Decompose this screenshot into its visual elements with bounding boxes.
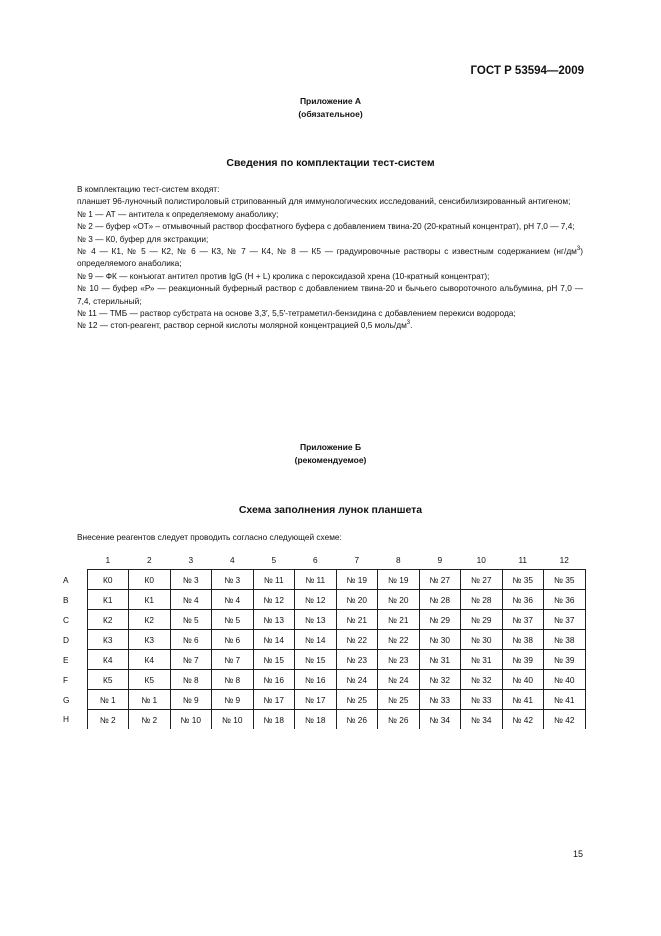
- appendix-b-label: Приложение Б: [299, 442, 362, 452]
- well-cell: № 28: [419, 590, 461, 610]
- well-cell: № 23: [378, 650, 420, 670]
- well-cell: № 14: [253, 630, 295, 650]
- column-header: 7: [354, 554, 360, 565]
- appendix-b-title: Схема заполнения лунок планшета: [238, 504, 423, 516]
- column-header: 4: [229, 554, 235, 565]
- paragraph: № 2 — буфер «ОТ» – отмывочный раствор фосфатного буфера с добавлением твина-20 (20-кратный концентрат), pH 7,0 — 7,4;: [77, 221, 575, 232]
- well-cell: № 26: [378, 710, 420, 730]
- well-cell: № 39: [502, 650, 544, 670]
- well-cell: № 8: [170, 670, 212, 690]
- well-cell: № 27: [419, 570, 461, 590]
- well-cell: № 36: [544, 590, 586, 610]
- well-cell: № 22: [378, 630, 420, 650]
- row-label: F: [63, 674, 69, 685]
- table-row: [58, 590, 585, 610]
- well-cell: № 5: [212, 610, 254, 630]
- paragraph-text: ) определяемого анаболика;: [77, 246, 583, 269]
- table-row: [58, 570, 585, 590]
- well-cell: № 32: [419, 670, 461, 690]
- well-cell: № 10: [170, 710, 212, 730]
- column-header: 6: [312, 554, 318, 565]
- page-number: 15: [572, 849, 583, 859]
- well-cell: № 19: [336, 570, 378, 590]
- well-cell: № 6: [170, 630, 212, 650]
- paragraph: [77, 319, 583, 331]
- appendix-a-status: (обязательное): [298, 109, 363, 119]
- well-cell: № 36: [502, 590, 544, 610]
- well-cell: № 17: [253, 690, 295, 710]
- row-label: A: [63, 574, 69, 585]
- well-cell: № 33: [461, 690, 503, 710]
- corner-cell: [58, 550, 87, 570]
- appendix-b-status: (рекомендуемое): [294, 455, 367, 465]
- superscript: 3: [576, 246, 581, 253]
- well-cell: № 20: [336, 590, 378, 610]
- well-cell: № 38: [544, 630, 586, 650]
- column-header: 1: [105, 554, 111, 565]
- well-cell: № 35: [502, 570, 544, 590]
- well-cell: № 15: [295, 650, 337, 670]
- paragraph: № 1 — АТ — антитела к определяемому анаболику;: [77, 208, 279, 219]
- well-cell: № 1: [87, 690, 129, 710]
- well-cell: № 18: [253, 710, 295, 730]
- paragraph: № 11 — ТМБ — раствор субстрата на основе 3,3′, 5,5′-тетраметил-бензидина с добавлением перекиси водорода;: [77, 308, 516, 319]
- well-cell: № 7: [212, 650, 254, 670]
- table-row: [58, 690, 585, 710]
- well-cell: № 38: [502, 630, 544, 650]
- well-cell: К4: [129, 650, 171, 670]
- scheme-intro: Внесение реагентов следует проводить согласно следующей схеме:: [77, 532, 342, 542]
- scheme-body: [58, 570, 585, 730]
- well-cell: № 24: [378, 670, 420, 690]
- column-header: 11: [518, 554, 528, 565]
- well-cell: № 16: [295, 670, 337, 690]
- well-cell: № 9: [170, 690, 212, 710]
- paragraph: № 3 — К0, буфер для экстракции;: [77, 233, 209, 244]
- well-cell: № 33: [419, 690, 461, 710]
- table-row: [58, 610, 585, 630]
- column-header: 12: [559, 554, 569, 565]
- well-cell: № 37: [502, 610, 544, 630]
- well-cell: № 7: [170, 650, 212, 670]
- row-label: B: [63, 594, 69, 605]
- well-cell: № 31: [419, 650, 461, 670]
- well-cell: № 3: [170, 570, 212, 590]
- well-cell: № 30: [419, 630, 461, 650]
- well-cell: № 23: [336, 650, 378, 670]
- well-cell: № 11: [295, 570, 337, 590]
- column-header: 2: [146, 554, 152, 565]
- column-header: 8: [395, 554, 401, 565]
- well-cell: № 4: [170, 590, 212, 610]
- well-cell: К3: [129, 630, 171, 650]
- well-cell: № 1: [129, 690, 171, 710]
- paragraph-text: .: [410, 320, 413, 331]
- plate-scheme-table: [58, 550, 586, 729]
- well-cell: № 34: [419, 710, 461, 730]
- well-cell: К1: [87, 590, 129, 610]
- well-cell: № 25: [336, 690, 378, 710]
- column-header: 3: [188, 554, 194, 565]
- row-label: G: [63, 694, 70, 705]
- row-label: E: [63, 654, 69, 665]
- well-cell: № 14: [295, 630, 337, 650]
- well-cell: № 21: [378, 610, 420, 630]
- well-cell: № 26: [336, 710, 378, 730]
- well-cell: № 28: [461, 590, 503, 610]
- well-cell: № 2: [87, 710, 129, 730]
- well-cell: № 5: [170, 610, 212, 630]
- well-cell: № 34: [461, 710, 503, 730]
- well-cell: К0: [129, 570, 171, 590]
- well-cell: № 18: [295, 710, 337, 730]
- well-cell: К4: [87, 650, 129, 670]
- well-cell: № 20: [378, 590, 420, 610]
- well-cell: К2: [129, 610, 171, 630]
- well-cell: № 42: [502, 710, 544, 730]
- appendix-a-body: [77, 183, 583, 332]
- column-header: 9: [437, 554, 443, 565]
- paragraph-text: № 4 — К1, № 5 — К2, № 6 — К3, № 7 — К4, № 8 — К5 — градуировочные растворы с известным содержанием (нг/дм: [77, 246, 577, 257]
- well-cell: № 39: [544, 650, 586, 670]
- table-row: [58, 710, 585, 730]
- well-cell: № 6: [212, 630, 254, 650]
- well-cell: № 16: [253, 670, 295, 690]
- row-label: D: [63, 634, 69, 645]
- well-cell: № 4: [212, 590, 254, 610]
- well-cell: № 27: [461, 570, 503, 590]
- well-cell: № 32: [461, 670, 503, 690]
- well-cell: К1: [129, 590, 171, 610]
- standard-designation: ГОСТ Р 53594—2009: [470, 65, 584, 77]
- paragraph: В комплектацию тест-систем входят:: [77, 184, 220, 194]
- well-cell: К2: [87, 610, 129, 630]
- well-cell: № 12: [295, 590, 337, 610]
- well-cell: № 8: [212, 670, 254, 690]
- well-cell: № 29: [419, 610, 461, 630]
- well-cell: № 11: [253, 570, 295, 590]
- well-cell: К5: [87, 670, 129, 690]
- well-cell: № 29: [461, 610, 503, 630]
- well-cell: № 35: [544, 570, 586, 590]
- column-header: 5: [271, 554, 277, 565]
- well-cell: № 42: [544, 710, 586, 730]
- paragraph: [77, 245, 583, 270]
- paragraph-text: № 12 — стоп-реагент, раствор серной кислоты молярной концентрацией 0,5 моль/дм: [77, 320, 407, 331]
- well-cell: № 13: [295, 610, 337, 630]
- table-row: [58, 670, 585, 690]
- column-header-row: [58, 550, 585, 570]
- well-cell: № 37: [544, 610, 586, 630]
- paragraph: № 10 — буфер «Р» — реакционный буферный раствор с добавлением твина-20 и бычьего сывороточного альбумина, pH 7,0 — 7,4, стерильный;: [77, 283, 583, 306]
- table-row: [58, 630, 585, 650]
- well-cell: № 3: [212, 570, 254, 590]
- superscript: 3: [406, 320, 411, 327]
- paragraph: планшет 96-луночный полистироловый стрипованный для иммунологических исследований, сенсибилизированный антигеном;: [77, 196, 571, 207]
- well-cell: К0: [87, 570, 129, 590]
- column-header: 10: [476, 554, 486, 565]
- well-cell: № 31: [461, 650, 503, 670]
- appendix-a-label: Приложение А: [299, 96, 362, 106]
- well-cell: № 30: [461, 630, 503, 650]
- well-cell: № 2: [129, 710, 171, 730]
- well-cell: № 41: [544, 690, 586, 710]
- table-row: [58, 650, 585, 670]
- paragraph: № 9 — ФК — конъюгат антител против IgG (H + L) кролика с пероксидазой хрена (10-кратный концентрат);: [77, 270, 490, 281]
- well-cell: К3: [87, 630, 129, 650]
- well-cell: № 15: [253, 650, 295, 670]
- well-cell: № 19: [378, 570, 420, 590]
- well-cell: № 40: [544, 670, 586, 690]
- well-cell: № 9: [212, 690, 254, 710]
- well-cell: № 12: [253, 590, 295, 610]
- well-cell: № 17: [295, 690, 337, 710]
- well-cell: № 22: [336, 630, 378, 650]
- row-label: H: [63, 714, 69, 725]
- well-cell: № 24: [336, 670, 378, 690]
- well-cell: № 13: [253, 610, 295, 630]
- row-label: C: [63, 614, 69, 625]
- well-cell: № 21: [336, 610, 378, 630]
- appendix-a-title: Сведения по комплектации тест-систем: [226, 157, 435, 169]
- well-cell: № 25: [378, 690, 420, 710]
- well-cell: № 40: [502, 670, 544, 690]
- well-cell: № 41: [502, 690, 544, 710]
- well-cell: К5: [129, 670, 171, 690]
- well-cell: № 10: [212, 710, 254, 730]
